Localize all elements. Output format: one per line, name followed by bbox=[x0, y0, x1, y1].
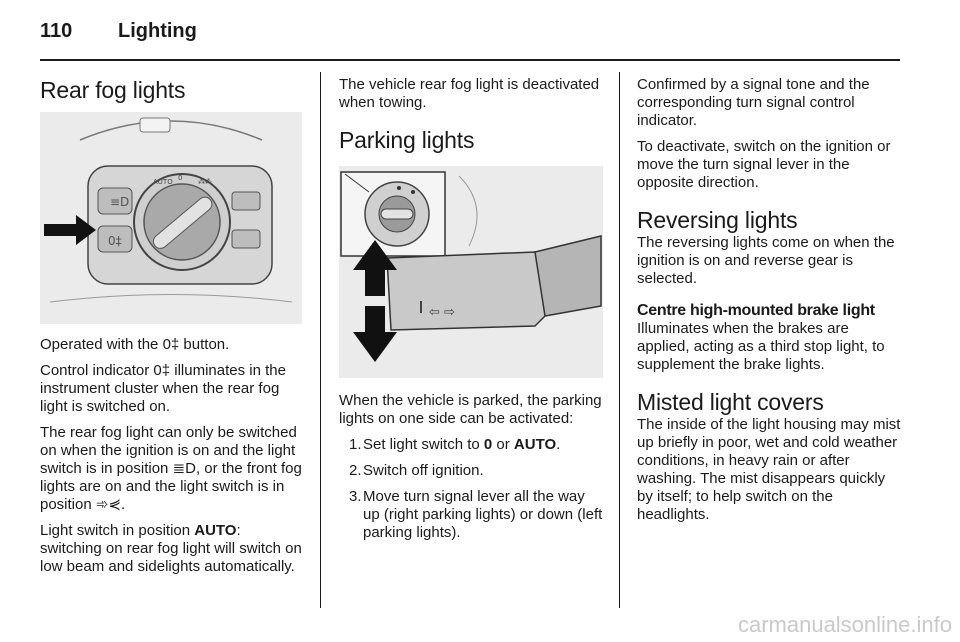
heading-reversing-lights: Reversing lights bbox=[637, 207, 798, 233]
running-header: Lighting bbox=[118, 20, 197, 42]
para-towing: The vehicle rear fog light is deactivated when towing. bbox=[339, 76, 600, 111]
svg-text:⇦ ⇨: ⇦ ⇨ bbox=[429, 305, 455, 320]
para-operated: Operated with the 0‡ button. bbox=[40, 336, 230, 353]
heading-parking-lights: Parking lights bbox=[339, 127, 475, 153]
light-switch-figure bbox=[40, 112, 302, 324]
list-item: 1. Set light switch to 0 or AUTO. bbox=[349, 436, 561, 453]
para-parked: When the vehicle is parked, the parking lights on one side can be activated: bbox=[339, 392, 602, 427]
para-confirmed: Confirmed by a signal tone and the corresponding turn signal control indicator. bbox=[637, 76, 870, 129]
heading-misted-covers: Misted light covers bbox=[637, 389, 824, 415]
turn-signal-lever-figure bbox=[339, 166, 603, 378]
para-reversing: The reversing lights come on when the ignition is on and reverse gear is selected. bbox=[637, 234, 895, 287]
list-item: 3. Move turn signal lever all the way up (right parking lights) or down (left parking lights). bbox=[349, 488, 603, 541]
svg-text:≡D: ≡D bbox=[110, 195, 130, 209]
column-divider bbox=[619, 72, 620, 608]
para-auto: Light switch in position AUTO: switching on rear fog light will switch on low beam and sidelights automatically. bbox=[40, 522, 302, 575]
dial-label-zero: 0 bbox=[178, 174, 183, 182]
para-conditions: The rear fog light can only be switched on when the ignition is on and the light switch is in position ≣D, or the front fog lights are on and the light switch is in position ➾⋞. bbox=[40, 424, 302, 513]
svg-text:0‡: 0‡ bbox=[108, 234, 122, 248]
header-rule bbox=[40, 59, 900, 61]
column-3 bbox=[637, 76, 905, 532]
column-1 bbox=[40, 76, 304, 584]
dial-label-auto: AUTO bbox=[153, 178, 173, 186]
watermark: carmanualsonline.info bbox=[737, 612, 952, 637]
list-item: 2. Switch off ignition. bbox=[349, 462, 484, 479]
column-divider bbox=[320, 72, 321, 608]
low-beam-icon: ≣D bbox=[172, 460, 196, 477]
steps-list bbox=[339, 436, 603, 542]
para-misted: The inside of the light housing may mist up briefly in poor, wet and cold weather conditions, in heavy rain or after washing. The mist disappears quickly by itself; to help switch on the headlights. bbox=[637, 416, 901, 523]
para-control-indicator: Control indicator 0‡ illuminates in the instrument cluster when the rear fog light is switched on. bbox=[40, 362, 286, 415]
fog-light-icon: 0‡ bbox=[153, 362, 171, 379]
sidelights-icon: ➾⋞ bbox=[95, 496, 122, 513]
dial-label-sidelights: ⁂⁂ bbox=[198, 178, 212, 186]
fog-light-icon: 0‡ bbox=[162, 336, 180, 353]
para-brake: Illuminates when the brakes are applied, acting as a third stop light, to supplement the brake lights. bbox=[637, 320, 885, 373]
heading-brake-light: Centre high-mounted brake light bbox=[637, 302, 875, 319]
column-2 bbox=[339, 76, 603, 550]
para-deactivate: To deactivate, switch on the ignition or move the turn signal lever in the opposite direction. bbox=[637, 138, 891, 191]
heading-rear-fog-lights: Rear fog lights bbox=[40, 77, 186, 103]
page-number: 110 bbox=[40, 20, 73, 42]
